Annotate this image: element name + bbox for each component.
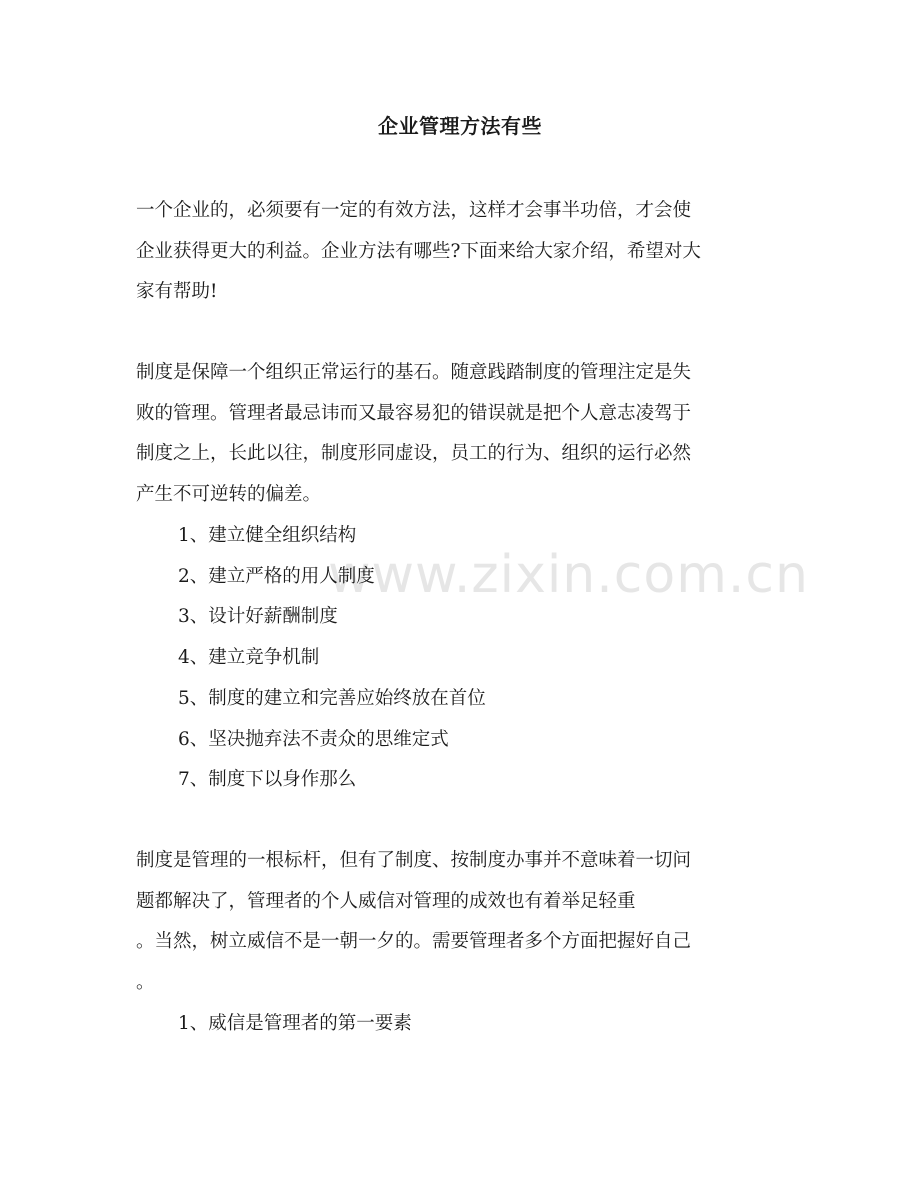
list-item: 1、威信是管理者的第一要素	[178, 1013, 412, 1034]
section1-list	[178, 516, 778, 801]
intro-paragraph: 一个企业的，必须要有一定的有效方法，这样才会事半功倍，才会使 企业获得更大的利益。企业方法有哪些?下面来给大家介绍，希望对大 家有帮助!	[136, 200, 701, 302]
list-item: 3、设计好薪酬制度	[178, 606, 338, 628]
list-item: 2、建立严格的用人制度	[178, 565, 375, 587]
list-item: 4、建立竞争机制	[178, 647, 320, 669]
section2-paragraph: 制度是管理的一根标杆，但有了制度、按制度办事并不意味着一切问 题都解决了，管理者的个人威信对管理的成效也有着举足轻重 。当然，树立威信不是一朝一夕的。需要管理者多个方面把握好自己 。	[136, 850, 692, 993]
list-item: 1、建立健全组织结构	[178, 525, 357, 546]
watermark: www.zixin.com.cn	[328, 545, 809, 605]
section1-paragraph: 制度是保障一个组织正常运行的基石。随意践踏制度的管理注定是失 败的管理。管理者最忌讳而又最容易犯的错误就是把个人意志凌驾于 制度之上，长此以往，制度形同虚设，员工的行为、组织的运行必然 产生不可逆转的偏差。	[136, 362, 692, 505]
section2-list	[178, 1004, 778, 1045]
list-item: 6、坚决抛弃法不责众的思维定式	[178, 728, 449, 750]
list-item: 7、制度下以身作那么	[178, 769, 357, 791]
document-title: 企业管理方法有些	[378, 114, 542, 138]
list-item: 5、制度的建立和完善应始终放在首位	[178, 687, 486, 709]
